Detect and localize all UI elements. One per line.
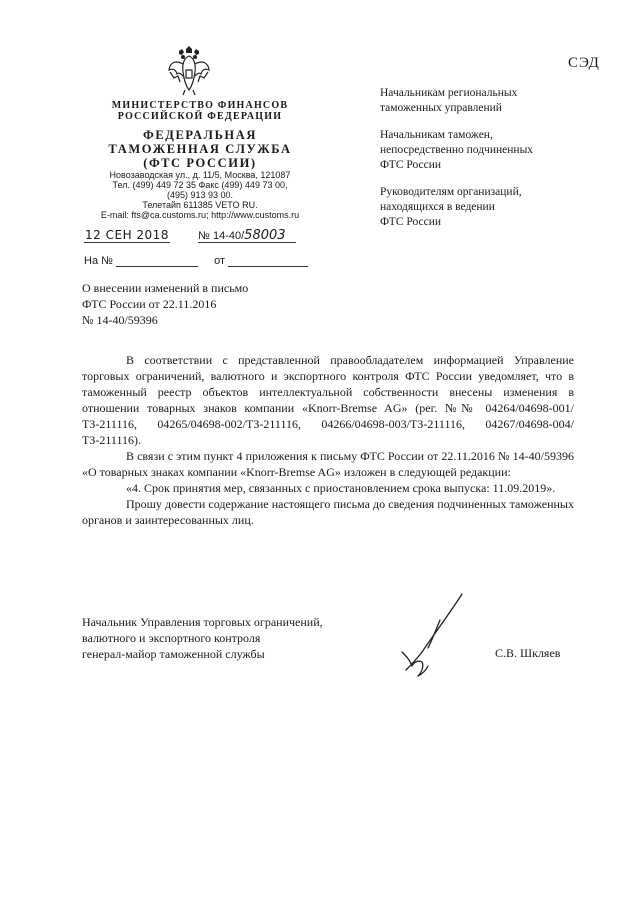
signatory-title-line: генерал-майор таможенной службы (82, 647, 265, 661)
addressee-line: таможенных управлений (380, 102, 502, 114)
addressees-block (380, 86, 610, 242)
registration-date: 12 СЕН 2018 (85, 228, 169, 242)
phone-line: Тел. (499) 449 72 35 Факс (499) 449 73 00, (112, 180, 288, 190)
signatory-title-line: валютного и экспортного контроля (82, 631, 261, 645)
phone-line-2: (495) 913 93 00. (166, 190, 234, 200)
body-paragraph: Прошу довести содержание настоящего письма до сведения подчиненных таможенных органов и заинтересованных лиц. (82, 497, 574, 527)
handwritten-signature (392, 590, 472, 680)
reference-number-label: На № (84, 255, 113, 267)
subject-line: ФТС России от 22.11.2016 (82, 297, 217, 311)
addressee-line: Начальникам региональных (380, 87, 518, 99)
email-line: E-mail: fts@ca.customs.ru; http://www.customs.ru (100, 210, 300, 220)
contact-details (80, 170, 320, 220)
addressee-line: ФТС России (380, 159, 442, 171)
reference-date-blank (228, 252, 308, 267)
registration-number-field (198, 228, 296, 243)
body-paragraph: В соответствии с представленной правообладателем информацией Управление торговых ограничений, валютного и экспортного контроля ФТС России уведомляет, что в таможенный реестр объектов интеллектуальной собственности внесены изменения в отношении товарных знаков компании «Knorr-Bremse AG» (рег. №№ 04264/04698-001/ТЗ-211116, 04265/04698-002/ТЗ-211116, 04266/04698-003/ТЗ-211116, 04267/04698-004/ТЗ-211116). (82, 353, 574, 447)
reference-line (84, 252, 334, 267)
registration-number-handwritten: 58003 (244, 228, 286, 243)
sed-mark: СЭД (568, 55, 600, 71)
registration-date-field (84, 228, 170, 243)
addressee-group (380, 185, 610, 230)
registration-number-prefix: № 14-40/ (198, 230, 245, 242)
service-line-2: ТАМОЖЕННАЯ СЛУЖБА (108, 142, 292, 156)
addressee-line: находящихся в ведении (380, 201, 495, 213)
registration-line (84, 228, 334, 243)
letter-body (82, 352, 574, 528)
subject-line: О внесении изменений в письмо (82, 281, 249, 295)
ministry-line-2: РОССИЙСКОЙ ФЕДЕРАЦИИ (117, 111, 283, 122)
signatory-title (82, 614, 402, 662)
addressee-line: Руководителям организаций, (380, 186, 522, 198)
body-paragraph: «4. Срок принятия мер, связанных с приостановлением срока выпуска: 11.09.2019». (126, 481, 556, 495)
ministry-name (90, 100, 310, 122)
addressee-group (380, 86, 610, 116)
addressee-line: непосредственно подчиненных (380, 144, 534, 156)
letter-subject (82, 280, 322, 328)
addressee-line: ФТС России (380, 216, 442, 228)
reference-number-blank (116, 252, 198, 267)
addressee-line: Начальникам таможен, (380, 129, 493, 141)
reference-date-label: от (214, 255, 226, 267)
signatory-title-line: Начальник Управления торговых ограничений, (82, 615, 323, 629)
service-name (90, 128, 310, 170)
subject-line: № 14-40/59396 (82, 313, 158, 327)
addressee-group (380, 128, 610, 173)
ministry-line-1: МИНИСТЕРСТВО ФИНАНСОВ (111, 100, 289, 111)
address-line: Новозаводская ул., д. 11/5, Москва, 121087 (109, 170, 291, 180)
service-line-3: (ФТС РОССИИ) (143, 156, 257, 170)
teletype-line: Телетайп 611385 VETO RU. (142, 200, 258, 210)
service-line-1: ФЕДЕРАЛЬНАЯ (142, 128, 258, 142)
signatory-name: С.В. Шкляев (495, 646, 561, 660)
coat-of-arms-emblem (166, 46, 212, 96)
body-paragraph: В связи с этим пункт 4 приложения к письму ФТС России от 22.11.2016 № 14-40/59396 «О товарных знаках компании «Knorr-Bremse AG» изложен в следующей редакции: (82, 449, 574, 479)
